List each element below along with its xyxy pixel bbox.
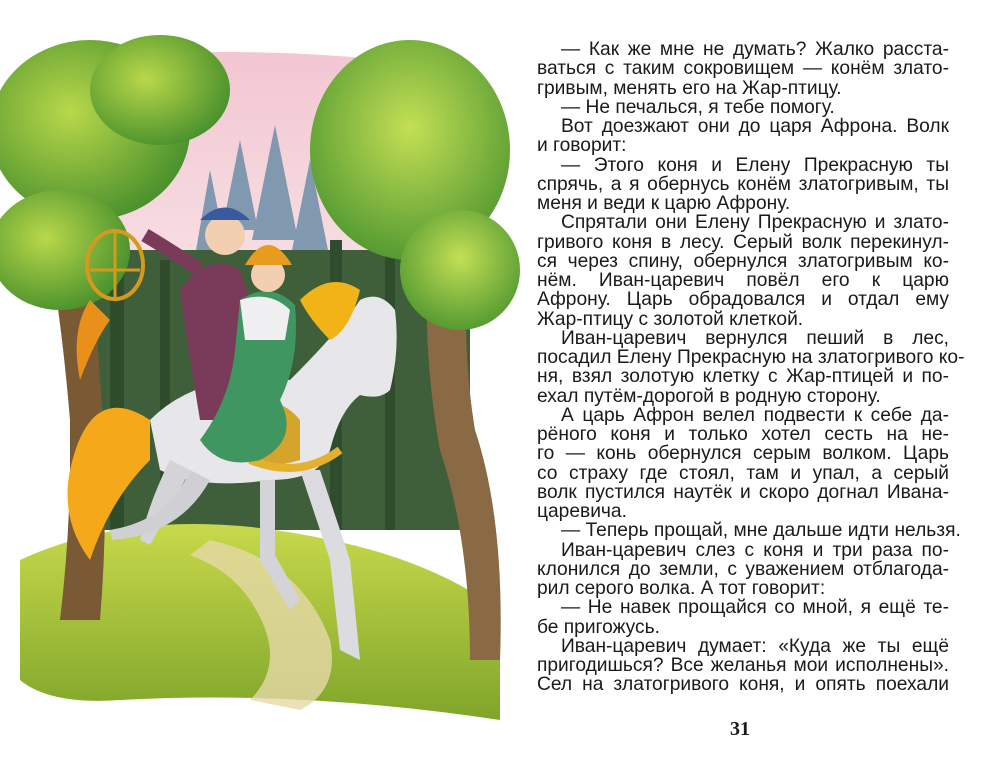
text-line: спрячь, а я обернусь конём златогривым, ты [537, 173, 949, 195]
text-line: со страху где стоял, там и упал, а серый [537, 462, 949, 484]
text-line: бе пригожусь. [537, 616, 660, 638]
text-line: А царь Афрон велел подвести к себе да- [561, 404, 949, 426]
text-line: Иван-царевич вернулся пеший в лес, [561, 327, 949, 349]
text-line: волк пустился наутёк и скоро догнал Ивана- [537, 481, 949, 503]
text-line: Сел на златогривого коня, и опять поехали [537, 674, 949, 696]
text-line: — Этого коня и Елену Прекрасную ты [561, 154, 949, 176]
text-line: нём. Иван-царевич повёл его к царю [537, 270, 949, 291]
text-line: гривого коня в лесу. Серый волк перекинул- [537, 231, 949, 253]
page-number: 31 [730, 718, 750, 740]
text-line: посадил Елену Прекрасную на златогривого ко- [537, 347, 965, 368]
text-line: Спрятали они Елену Прекрасную и злато- [561, 212, 949, 234]
text-line: ся через спину, обернулся златогривым ко- [537, 250, 949, 272]
text-line: Иван-царевич думает: «Куда же ты ещё [561, 635, 949, 657]
text-line: ваться с таким сокровищем — конём злато- [537, 58, 949, 80]
text-line: Жар-птицу с золотой клеткой. [537, 308, 804, 330]
text-line: рил серого волка. А тот говорит: [537, 578, 826, 599]
text-line: меня и веди к царю Афрону. [537, 193, 791, 214]
text-line: и говорит: [537, 135, 627, 157]
text-line: Вот доезжают они до царя Афрона. Волк [561, 116, 949, 137]
text-line: го — конь обернулся серым волком. Царь [537, 443, 949, 465]
text-line: — Не навек прощайся со мной, я ещё те- [561, 597, 949, 619]
text-line: — Как же мне не думать? Жалко расста- [561, 39, 949, 60]
text-line: ня, взял золотую клетку с Жар-птицей и по- [537, 366, 949, 388]
text-line: Афрону. Царь обрадовался и отдал ему [537, 289, 949, 311]
text-line: клонился до земли, с уважением отблагода- [537, 558, 949, 580]
text-line: гривым, менять его на Жар-птицу. [537, 77, 842, 99]
text-line: рёного коня и только хотел сесть на не- [537, 424, 949, 445]
story-text [537, 39, 965, 696]
text-line: Иван-царевич слез с коня и три раза по- [561, 539, 949, 561]
text-line: — Не печалься, я тебе помогу. [561, 96, 835, 118]
text-line: ехал путём-дорогой в родную сторону. [537, 385, 881, 407]
text-line: царевича. [537, 501, 627, 522]
text-line: — Теперь прощай, мне дальше идти нельзя. [561, 520, 961, 542]
text-line: пригодишься? Все желанья мои исполнены». [537, 655, 949, 676]
